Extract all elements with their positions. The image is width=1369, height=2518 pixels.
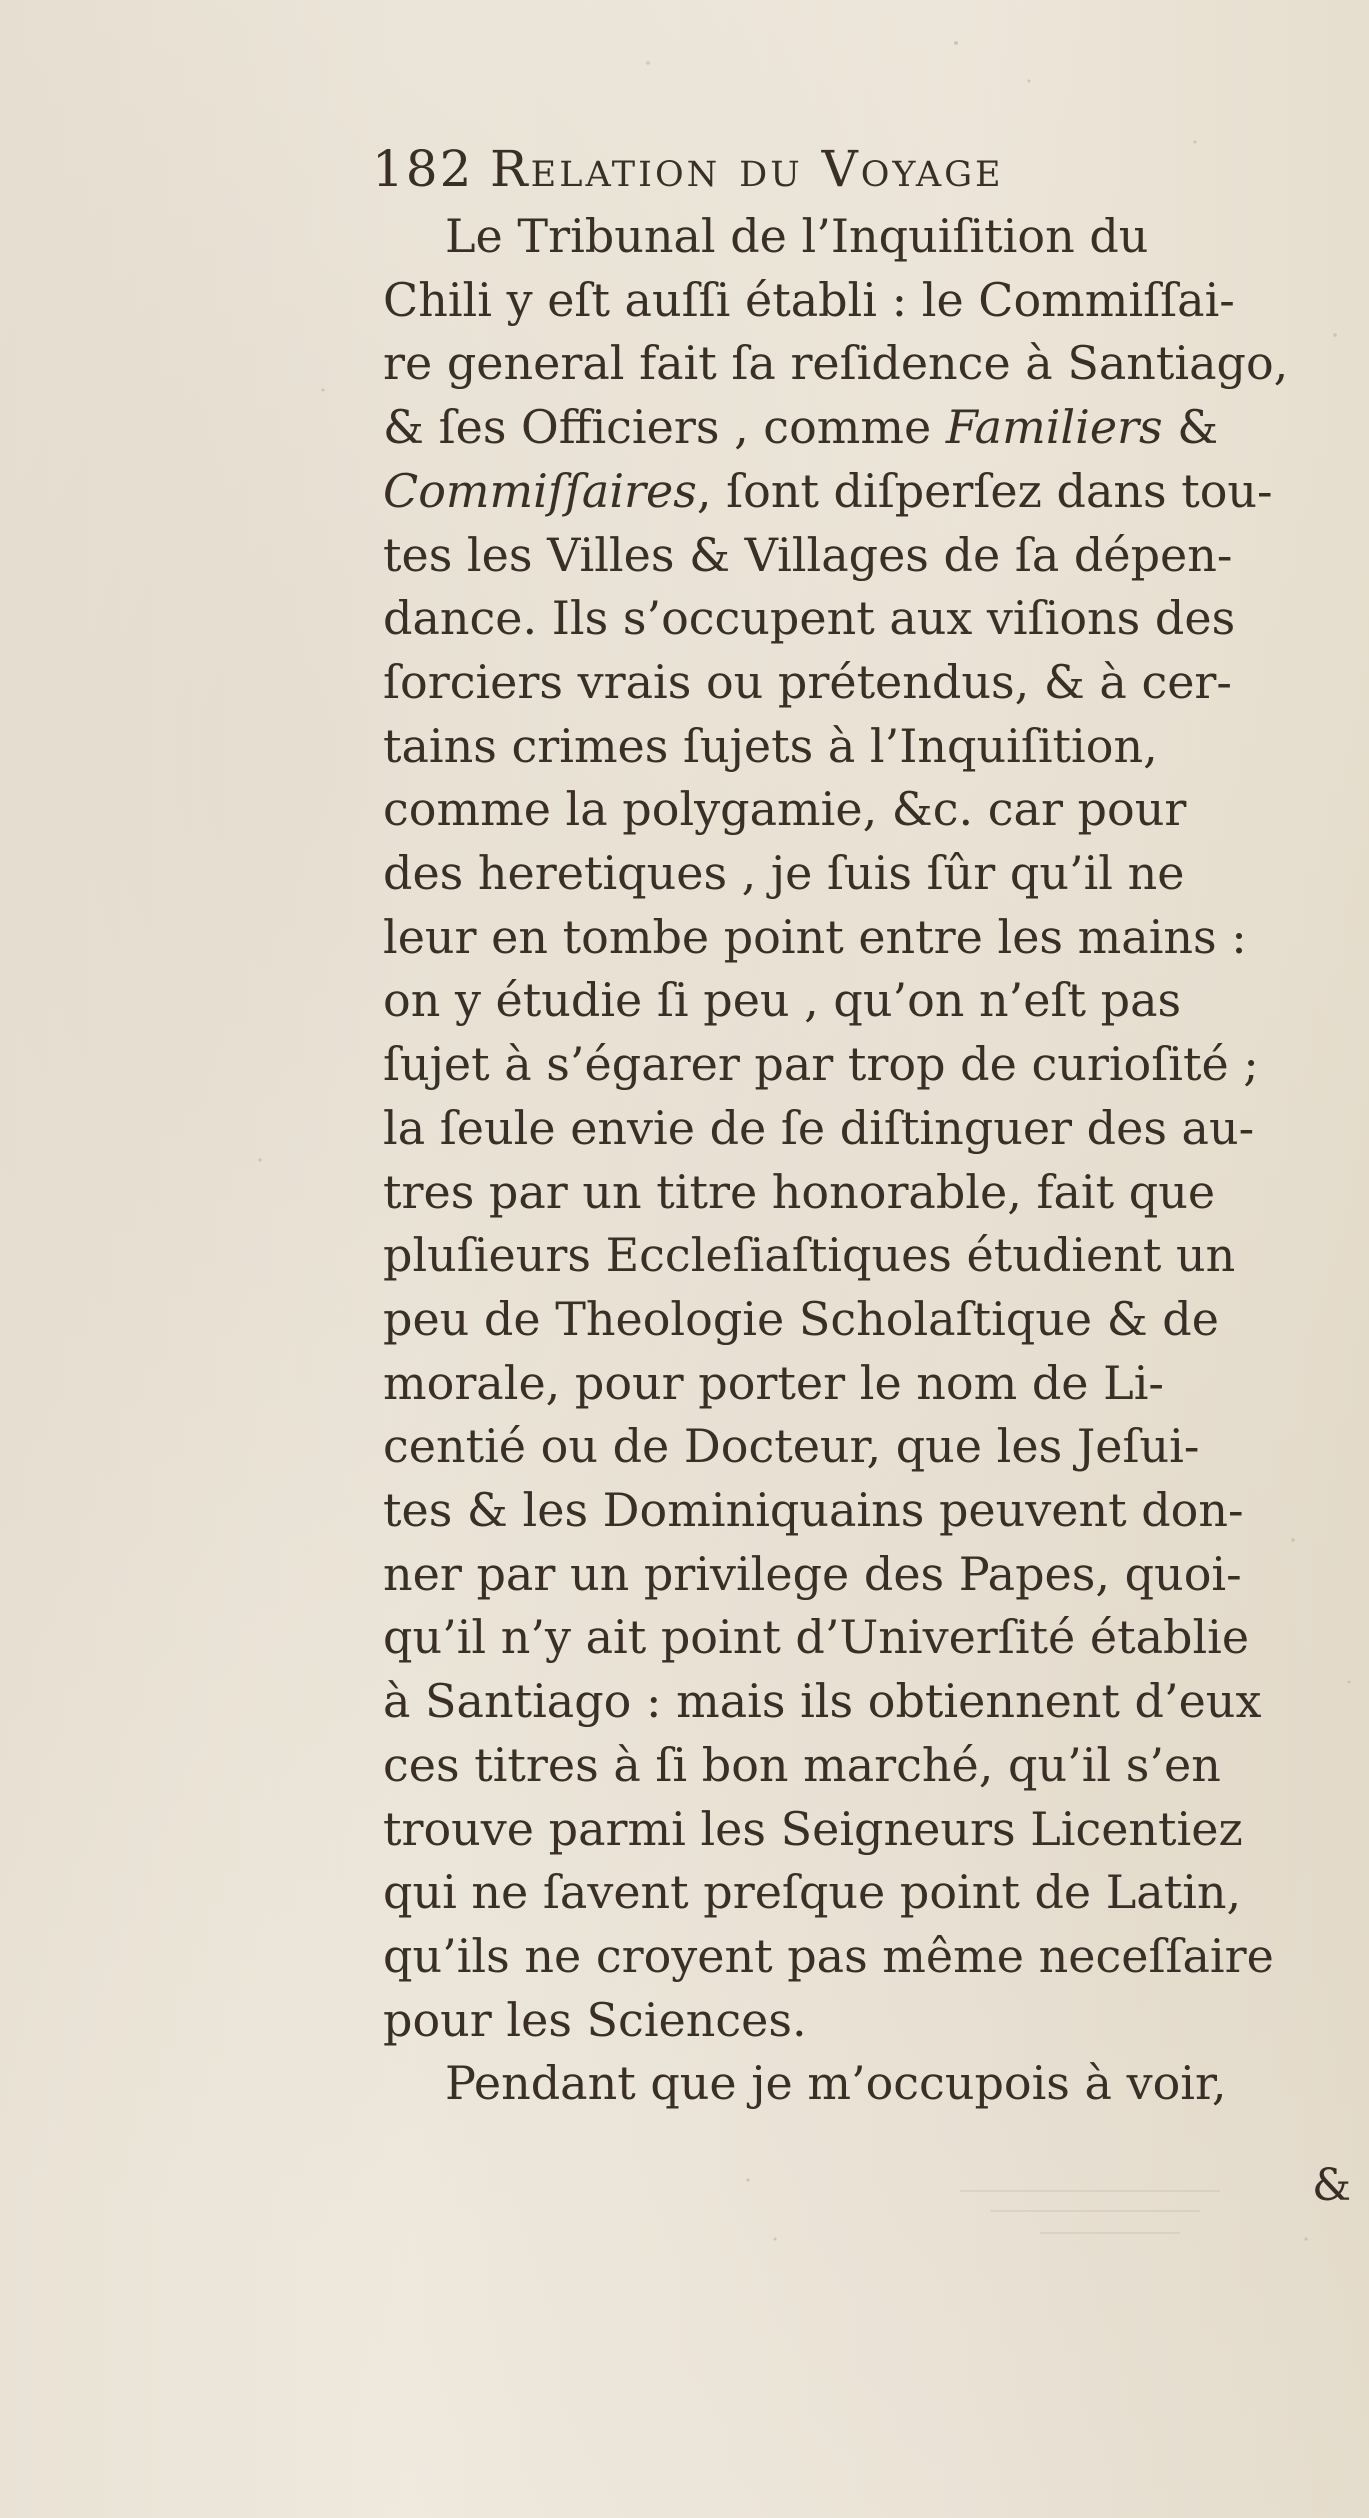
page-header [372,140,1222,210]
text-line: comme la polygamie, &c. car pour [383,782,1187,837]
text-line: leur en tombe point entre les mains : [383,909,1247,964]
text-line: Commiſſaires, ſont diſperſez dans tou- [383,463,1273,518]
running-title: Relation du Voyage [490,140,1004,198]
text-line: ſorciers vrais ou prétendus, & à cer- [383,654,1232,709]
text-line: ner par un privilege des Papes, quoi- [383,1546,1242,1601]
text-line: centié ou de Docteur, que les Jeſui- [383,1419,1200,1474]
text-line: Chili y eſt auſſi établi : le Commiſſai- [383,272,1235,327]
text-line: Pendant que je m’occupois à voir, [445,2056,1227,2111]
page-number: 182 [372,140,474,198]
text-line: tains crimes ſujets à l’Inquiſition, [383,718,1158,773]
text-line: pour les Sciences. [383,1992,807,2047]
catchword: & [1312,2160,1352,2211]
text-line: qui ne ſavent preſque point de Latin, [383,1865,1242,1920]
text-line: trouve parmi les Seigneurs Licentiez [383,1801,1243,1856]
text-line: dance. Ils s’occupent aux viſions des [383,591,1236,646]
text-line: on y étudie ſi peu , qu’on n’eſt pas [383,973,1182,1028]
text-line: ces titres à ſi bon marché, qu’il s’en [383,1737,1221,1792]
text-line: & ſes Officiers , comme Familiers & [383,400,1219,455]
italic-term: Commiſſaires [383,463,697,518]
text-line: tes & les Dominiquains peuvent don- [383,1483,1244,1538]
text-line: qu’il n’y ait point d’Univerſité établie [383,1610,1250,1665]
italic-term: Familiers [945,400,1163,455]
text-line: peu de Theologie Scholaſtique & de [383,1291,1219,1346]
body-text [383,205,1363,2116]
text-line: à Santiago : mais ils obtiennent d’eux [383,1674,1262,1729]
text-line: qu’ils ne croyent pas même neceſſaire [383,1928,1274,1983]
text-line: Le Tribunal de l’Inquiſition du [445,209,1149,263]
text-line: ſujet à s’égarer par trop de curioſité ; [383,1037,1259,1092]
text-line: pluſieurs Eccleſiaſtiques étudient un [383,1228,1236,1283]
text-line: la ſeule envie de ſe diſtinguer des au- [383,1100,1255,1155]
text-line: morale, pour porter le nom de Li- [383,1355,1164,1410]
text-line: tres par un titre honorable, fait que [383,1164,1216,1219]
text-line: tes les Villes & Villages de ſa dépen- [383,527,1233,582]
text-line: des heretiques , je ſuis ſûr qu’il ne [383,846,1185,901]
text-line: re general fait ſa reſidence à Santiago, [383,336,1289,391]
